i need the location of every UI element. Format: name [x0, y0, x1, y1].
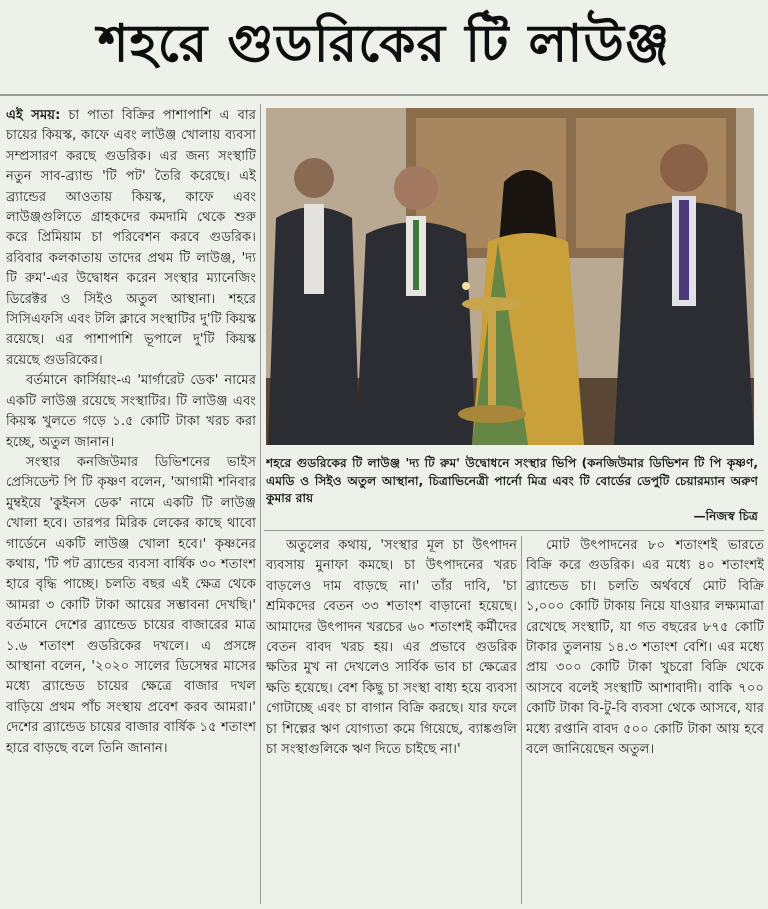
article-column-3 [526, 536, 764, 906]
column-divider [260, 104, 261, 904]
photo-credit: —নিজস্ব চিত্র [693, 508, 758, 523]
article-paragraph: সংস্থার কনজিউমার ডিভিশনের ভাইস প্রেসিডেন্ট পি টি কৃষ্ণণ বলেন, 'আগামী শনিবার মুম্বইয়ে 'কুইনস ডেক' নামে একটি টি লাউঞ্জ খোলা হবে। তারপর মিরিক লেকের কাছে থাবো গার্ডেনে একটি লাউঞ্জ খোলা হবে।' কৃষ্ণনের কথায়, 'টি পট ব্র্যান্ডের ব্যবসা বার্ষিক ৩০ শতাংশ হারে বৃদ্ধি পাচ্ছে। চলতি বছর এই ক্ষেত্র থেকে আমরা ৩ কোটি টাকা আয়ের সম্ভাবনা দেখছি।' বর্তমানে দেশের ব্র্যান্ডেড চায়ের বাজারের মাত্র ১.৬ শতাংশ গুডরিকের দখলে। এ প্রসঙ্গে আস্থানা বলেন, '২০২০ সালের ডিসেম্বর মাসের মধ্যে ব্র্যান্ডেড চায়ের ক্ষেত্রে বাজার দখল বাড়িয়ে প্রথম পাঁচ সংস্থায় প্রবেশ করব আমরা।' দেশের ব্র্যান্ডেড চায়ের বাজার বার্ষিক ১৫ শতাংশ হারে বাড়ছে বলে তিনি জানান। [6, 454, 256, 756]
article-paragraph: অতুলের কথায়, 'সংস্থার মূল চা উৎপাদন ব্যবসায় মুনাফা কমছে। চা উৎপাদনের খরচ বাড়লেও দাম বাড়ছে না।' তাঁর দাবি, 'চা শ্রমিকদের বেতন ৩৩ শতাংশ বাড়ানো হয়েছে। আমাদের উৎপাদন খরচের ৬০ শতাংশই কর্মীদের বেতন বাবদ খরচ হয়। এর প্রভাবে গুডরিক ক্ষতির মুখ না দেখলেও সার্বিক ভাব চা ক্ষেত্রের ক্ষতি হয়েছে। বেশ কিছু চা সংস্থা বাধ্য হয়ে ব্যবসা গোটাচ্ছে এবং চা বাগান বিক্রি করছে। যার ফলে চা শিল্পের ঋণ যোগ্যতা কমে গিয়েছে, ব্যাঙ্কগুলি চা সংস্থাগুলিকে ঋণ দিতে চাইছে না।' [266, 538, 517, 758]
article-paragraph: বর্তমানে কার্সিয়াং-এ 'মার্গারেট ডেক' নামের একটি লাউঞ্জ রয়েছে সংস্থাটির। টি লাউঞ্জ এবং কিয়স্ক খুলতে গড়ে ১.৫ কোটি টাকা খরচ করা হচ্ছে, অতুল জানান। [6, 373, 256, 450]
event-photo-illustration [266, 108, 754, 445]
article-paragraph: চা পাতা বিক্রির পাশাপাশি এ বার চায়ের কিয়স্ক, কাফে এবং লাউঞ্জ খোলায় ব্যবসা সম্প্রসারণ করছে গুডরিক। এর জন্য সংস্থাটি নতুন সাব-ব্র্যান্ড 'টি পট' তৈরি করেছে। এই ব্র্যান্ডের আওতায় কিয়স্ক, কাফে এবং লাউঞ্জগুলিতে গ্রাহকদের কমদামি থেকে শুরু করে প্রিমিয়াম চা পরিবেশন করবে গুডরিক। রবিবার কলকাতায় তাদের প্রথম টি লাউঞ্জ, 'দ্য টি রুম'-এর উদ্বোধন করেন সংস্থার ম্যানেজিং ডিরেক্টর ও সিইও অতুল আস্থানা। শহরে সিসিএফসি এবং টলি ক্লাবে সংস্থাটির দু'টি কিয়স্ক রয়েছে। এর পাশাপাশি ভূপালে দু'টি কিয়স্ক রয়েছে গুডরিকের। [6, 108, 256, 368]
article-paragraph: মোট উৎপাদনের ৮০ শতাংশই ভারতে বিক্রি করে গুডরিক। এর মধ্যে ৪০ শতাংশই ব্র্যান্ডেড চা। চলতি অর্থবর্ষে মোট বিক্রি ১,০০০ কোটি টাকায় নিয়ে যাওয়ার লক্ষ্যমাত্রা রেখেছে সংস্থাটি, যা গত বছরের ৮৭৫ কোটি টাকার তুলনায় ১৪.৩ শতাংশ বেশি। এর মধ্যে প্রায় ৩০০ কোটি টাকা খুচরো বিক্রি থেকে আসবে বলেই সংস্থাটি আশাবাদী। বাকি ৭০০ কোটি টাকা বি-টু-বি ব্যবসা থেকে আসবে, যার মধ্যে রপ্তানি বাবদ ৫০০ কোটি টাকা আয় হবে বলে জানিয়েছেন অতুল। [526, 538, 764, 758]
photo-caption [266, 455, 758, 527]
column-divider [521, 536, 522, 904]
article-column-1 [6, 106, 256, 906]
article-column-2 [266, 536, 517, 906]
article-lead: এই সময়: [6, 108, 61, 123]
headline-divider [0, 94, 768, 96]
headline: শহরে গুডরিকের টি লাউঞ্জ [97, 13, 671, 74]
event-photo [266, 108, 754, 445]
photo-caption-text: শহরে গুডরিকের টি লাউঞ্জ 'দ্য টি রুম' উদ্বোধনে সংস্থার ভিপি (কনজিউমার ডিভিশন টি পি কৃষ্ণণ, এমডি ও সিইও অতুল আস্থানা, চিত্রাভিনেত্রী পার্নো মিত্র এবং টি বোর্ডের ডেপুটি চেয়ারম্যান অরুণ কুমার রায় [266, 456, 758, 505]
caption-divider [264, 530, 764, 531]
